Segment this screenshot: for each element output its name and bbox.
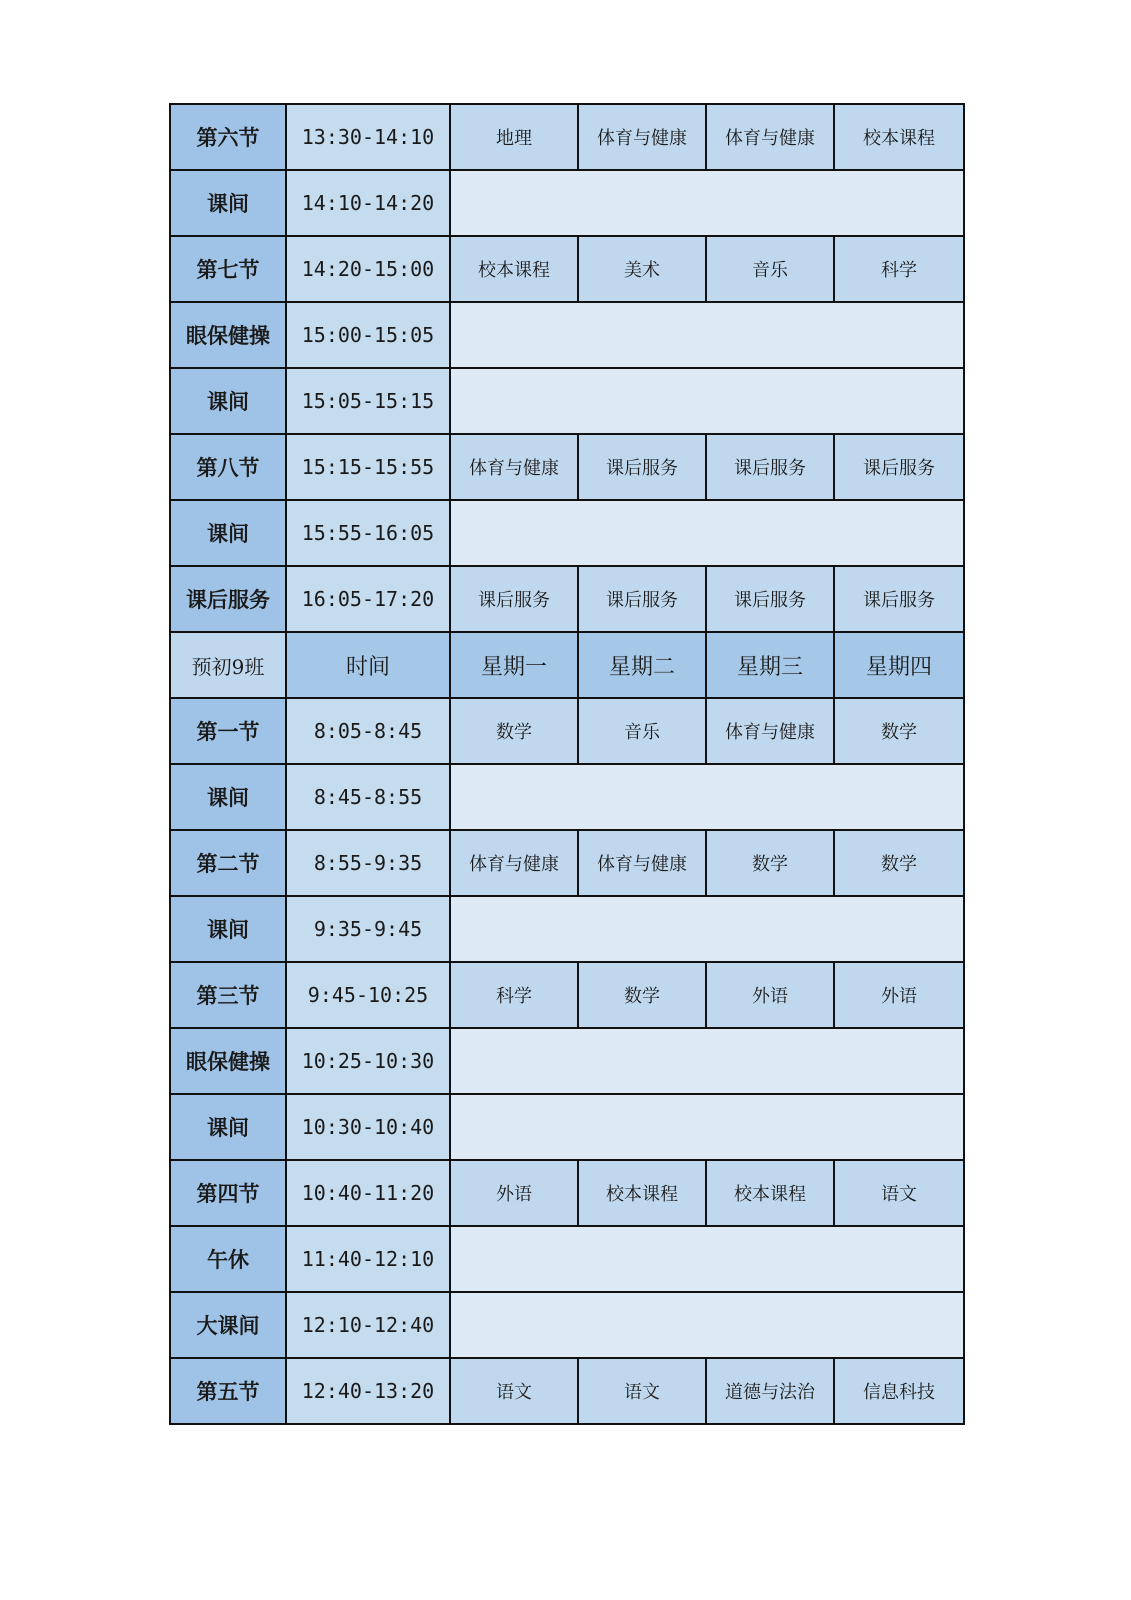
break-span-cell [450, 1094, 964, 1160]
period-label: 课间 [170, 764, 286, 830]
day-header-thursday: 星期四 [834, 632, 964, 698]
subject-cell: 校本课程 [578, 1160, 706, 1226]
period-time: 10:30-10:40 [286, 1094, 450, 1160]
period-time: 15:05-15:15 [286, 368, 450, 434]
period-time: 12:10-12:40 [286, 1292, 450, 1358]
class-period-row [170, 236, 964, 302]
class-period-row [170, 104, 964, 170]
period-label: 眼保健操 [170, 302, 286, 368]
break-row [170, 302, 964, 368]
subject-cell: 道德与法治 [706, 1358, 834, 1424]
subject-cell: 体育与健康 [706, 698, 834, 764]
period-label: 第八节 [170, 434, 286, 500]
period-time: 12:40-13:20 [286, 1358, 450, 1424]
period-label: 眼保健操 [170, 1028, 286, 1094]
subject-cell: 地理 [450, 104, 578, 170]
period-time: 15:00-15:05 [286, 302, 450, 368]
subject-cell: 课后服务 [834, 566, 964, 632]
subject-cell: 外语 [834, 962, 964, 1028]
period-time: 10:25-10:30 [286, 1028, 450, 1094]
break-span-cell [450, 1226, 964, 1292]
subject-cell: 校本课程 [706, 1160, 834, 1226]
period-label: 课间 [170, 896, 286, 962]
day-header-wednesday: 星期三 [706, 632, 834, 698]
break-row [170, 170, 964, 236]
class-period-row [170, 962, 964, 1028]
subject-cell: 体育与健康 [450, 434, 578, 500]
day-header-monday: 星期一 [450, 632, 578, 698]
period-time: 9:35-9:45 [286, 896, 450, 962]
subject-cell: 课后服务 [578, 566, 706, 632]
break-row [170, 764, 964, 830]
period-time: 11:40-12:10 [286, 1226, 450, 1292]
timetable-top-section [170, 104, 964, 632]
break-span-cell [450, 368, 964, 434]
subject-cell: 信息科技 [834, 1358, 964, 1424]
subject-cell: 数学 [578, 962, 706, 1028]
class-period-row [170, 566, 964, 632]
timetable-header-section [170, 632, 964, 698]
break-span-cell [450, 170, 964, 236]
break-span-cell [450, 1292, 964, 1358]
subject-cell: 体育与健康 [578, 104, 706, 170]
break-span-cell [450, 302, 964, 368]
class-period-row [170, 830, 964, 896]
period-time: 16:05-17:20 [286, 566, 450, 632]
subject-cell: 科学 [834, 236, 964, 302]
subject-cell: 数学 [834, 698, 964, 764]
subject-cell: 课后服务 [834, 434, 964, 500]
subject-cell: 外语 [706, 962, 834, 1028]
subject-cell: 体育与健康 [706, 104, 834, 170]
class-period-row [170, 1160, 964, 1226]
break-span-cell [450, 896, 964, 962]
timetable [169, 103, 965, 1425]
subject-cell: 数学 [450, 698, 578, 764]
header-row [170, 632, 964, 698]
period-label: 第三节 [170, 962, 286, 1028]
period-time: 9:45-10:25 [286, 962, 450, 1028]
period-time: 14:20-15:00 [286, 236, 450, 302]
day-header-tuesday: 星期二 [578, 632, 706, 698]
break-row [170, 1226, 964, 1292]
period-label: 第七节 [170, 236, 286, 302]
subject-cell: 数学 [834, 830, 964, 896]
subject-cell: 语文 [450, 1358, 578, 1424]
period-label: 课间 [170, 368, 286, 434]
subject-cell: 校本课程 [834, 104, 964, 170]
break-row [170, 1094, 964, 1160]
class-period-row [170, 698, 964, 764]
break-row [170, 896, 964, 962]
subject-cell: 课后服务 [706, 434, 834, 500]
subject-cell: 外语 [450, 1160, 578, 1226]
period-time: 14:10-14:20 [286, 170, 450, 236]
subject-cell: 音乐 [578, 698, 706, 764]
period-label: 第二节 [170, 830, 286, 896]
period-label: 课间 [170, 170, 286, 236]
break-span-cell [450, 1028, 964, 1094]
subject-cell: 音乐 [706, 236, 834, 302]
period-time: 15:55-16:05 [286, 500, 450, 566]
break-row [170, 1028, 964, 1094]
period-label: 大课间 [170, 1292, 286, 1358]
period-label: 午休 [170, 1226, 286, 1292]
period-label: 第五节 [170, 1358, 286, 1424]
class-period-row [170, 1358, 964, 1424]
class-period-row [170, 434, 964, 500]
break-row [170, 1292, 964, 1358]
period-label: 第四节 [170, 1160, 286, 1226]
period-time: 8:05-8:45 [286, 698, 450, 764]
period-label: 第六节 [170, 104, 286, 170]
break-span-cell [450, 764, 964, 830]
break-span-cell [450, 500, 964, 566]
period-time: 15:15-15:55 [286, 434, 450, 500]
period-label: 课间 [170, 1094, 286, 1160]
subject-cell: 美术 [578, 236, 706, 302]
period-label: 第一节 [170, 698, 286, 764]
break-row [170, 500, 964, 566]
subject-cell: 体育与健康 [578, 830, 706, 896]
timetable-bottom-section [170, 698, 964, 1424]
subject-cell: 课后服务 [706, 566, 834, 632]
subject-cell: 语文 [578, 1358, 706, 1424]
period-time: 8:45-8:55 [286, 764, 450, 830]
subject-cell: 数学 [706, 830, 834, 896]
period-label: 课间 [170, 500, 286, 566]
subject-cell: 校本课程 [450, 236, 578, 302]
class-name-cell: 预初9班 [170, 632, 286, 698]
subject-cell: 课后服务 [578, 434, 706, 500]
subject-cell: 体育与健康 [450, 830, 578, 896]
time-header-cell: 时间 [286, 632, 450, 698]
period-time: 8:55-9:35 [286, 830, 450, 896]
subject-cell: 语文 [834, 1160, 964, 1226]
subject-cell: 课后服务 [450, 566, 578, 632]
period-label: 课后服务 [170, 566, 286, 632]
period-time: 13:30-14:10 [286, 104, 450, 170]
subject-cell: 科学 [450, 962, 578, 1028]
break-row [170, 368, 964, 434]
period-time: 10:40-11:20 [286, 1160, 450, 1226]
